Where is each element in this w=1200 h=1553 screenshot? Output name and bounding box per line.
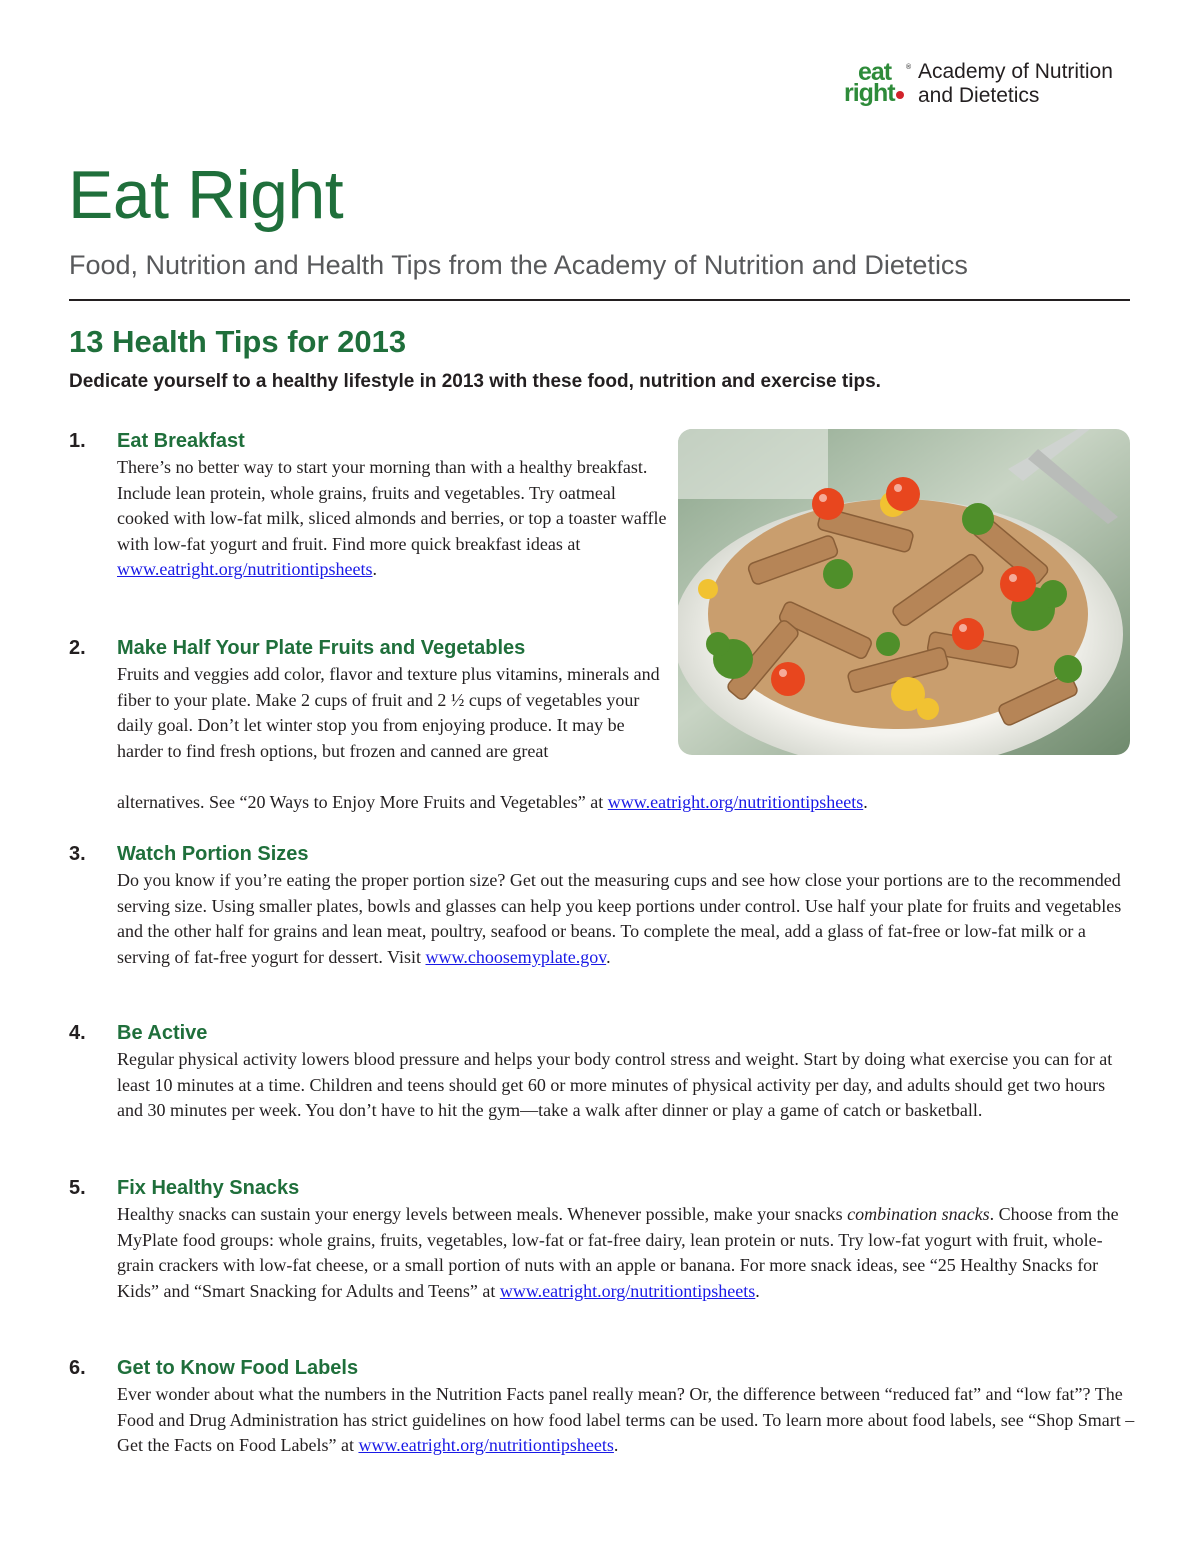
tip-end: . xyxy=(372,559,377,580)
tip-number: 4. xyxy=(69,1022,86,1044)
tip-end: . xyxy=(613,1435,619,1456)
tipsheets-link[interactable]: www.eatright.org/nutritiontipsheets xyxy=(358,1435,614,1456)
tip-body xyxy=(117,455,669,583)
choosemyplate-link[interactable]: www.choosemyplate.gov xyxy=(425,946,607,967)
academy-name-line2: and Dietetics xyxy=(918,84,1040,107)
tip-body xyxy=(117,868,1135,970)
tip-end: . xyxy=(755,1280,760,1301)
pasta-salad-photo xyxy=(678,429,1130,755)
tip-end: . xyxy=(863,792,868,812)
tip-title: Make Half Your Plate Fruits and Vegetables xyxy=(117,637,526,659)
tip-text: Regular physical activity lowers blood pressure and helps your body control stress and weight. Start by doing what exercise you can for at least 10 minutes at a time. Children and teens should get 60 or more minutes of physical activity per day, and adults should get two hours and 30 minutes per week. You don’t have to hit the gym—take a walk after dinner or play a game of catch or basketball. xyxy=(117,1049,1113,1121)
academy-name-line1: Academy of Nutrition xyxy=(918,60,1113,83)
tipsheets-link[interactable]: www.eatright.org/nutritiontipsheets xyxy=(607,792,864,812)
registered-mark: ® xyxy=(906,64,912,71)
tip-number: 3. xyxy=(69,843,86,865)
tipsheets-link[interactable]: www.eatright.org/nutritiontipsheets xyxy=(117,559,373,580)
page-subtitle: Food, Nutrition and Health Tips from the Academy of Nutrition and Dietetics xyxy=(69,250,968,280)
logo-right-text: right xyxy=(844,79,895,107)
tip-text: Ever wonder about what the numbers in the Nutrition Facts panel really mean? Or, the difference between “reduced fat” and “low fat”? The Food and Drug Administration has strict guidelines on how food label terms can be used. To learn more about food labels, see “Shop Smart – Get the Facts on Food Labels” at xyxy=(117,1384,1135,1456)
section-title: 13 Health Tips for 2013 xyxy=(69,324,407,359)
academy-name xyxy=(918,60,1113,108)
tip-text: Healthy snacks can sustain your energy levels between meals. Whenever possible, make your snacks xyxy=(117,1204,843,1224)
tip-number: 5. xyxy=(69,1177,86,1199)
tip-title: Be Active xyxy=(117,1022,208,1044)
logo-eat-text: eat xyxy=(858,58,892,86)
tip-text-continued: . Choose from the MyPlate food groups: whole grains, fruits, vegetables, low-fat or fat-free dairy, lean protein or nuts. Try low-fat yogurt with fruit, whole-grain crackers with low-fat cheese, or a small portion of nuts with an apple or banana. For more snack ideas, see “25 Healthy Snacks for Kids” and “Smart Snacking for Adults and Teens” at xyxy=(117,1204,1119,1301)
tip-title: Watch Portion Sizes xyxy=(117,843,309,865)
tipsheets-link[interactable]: www.eatright.org/nutritiontipsheets xyxy=(499,1280,756,1301)
tip-text: Do you know if you’re eating the proper portion size? Get out the measuring cups and see how close your portions are to the recommended serving size. Using smaller plates, bowls and glasses can help you keep portions under control. Use half your plate for fruits and vegetables and the other half for grains and lean meat, poultry, seafood or beans. To complete the meal, add a glass of fat-free or low-fat milk or a serving of fat-free yogurt for dessert. Visit xyxy=(117,870,1122,967)
header-divider xyxy=(69,299,1130,301)
tip-number: 2. xyxy=(69,637,86,659)
tip-emphasis: combination snacks xyxy=(847,1204,990,1224)
tip-title: Get to Know Food Labels xyxy=(117,1357,359,1379)
tip-number: 6. xyxy=(69,1357,86,1379)
tip-body xyxy=(117,1382,1135,1459)
eatright-logo-mark xyxy=(844,60,914,108)
tip-title: Eat Breakfast xyxy=(117,430,245,452)
tip-body-continued xyxy=(117,790,1135,816)
page-title: Eat Right xyxy=(68,157,344,233)
academy-logo xyxy=(844,58,1144,110)
tip-text: Fruits and veggies add color, flavor and texture plus vitamins, minerals and fiber to your plate. Make 2 cups of fruit and 2 ½ cups of vegetables your daily goal. Don’t let winter stop you from enjoying produce. It may be harder to find fresh options, but frozen and canned are great xyxy=(117,664,660,761)
tip-body xyxy=(117,1202,1135,1304)
tip-body xyxy=(117,1047,1135,1124)
section-intro: Dedicate yourself to a healthy lifestyle in 2013 with these food, nutrition and exercise tips. xyxy=(69,371,881,392)
logo-red-dot xyxy=(896,91,904,99)
tip-text: There’s no better way to start your morning than with a healthy breakfast. Include lean protein, whole grains, fruits and vegetables. Try oatmeal cooked with low-fat milk, sliced almonds and berries, or top a toaster waffle with low-fat yogurt and fruit. Find more quick breakfast ideas at xyxy=(117,457,667,554)
tip-body xyxy=(117,662,669,764)
tip-number: 1. xyxy=(69,430,86,452)
tip-text-continued: alternatives. See “20 Ways to Enjoy More Fruits and Vegetables” at xyxy=(117,792,604,812)
tip-title: Fix Healthy Snacks xyxy=(117,1177,300,1199)
tip-end: . xyxy=(606,946,611,967)
